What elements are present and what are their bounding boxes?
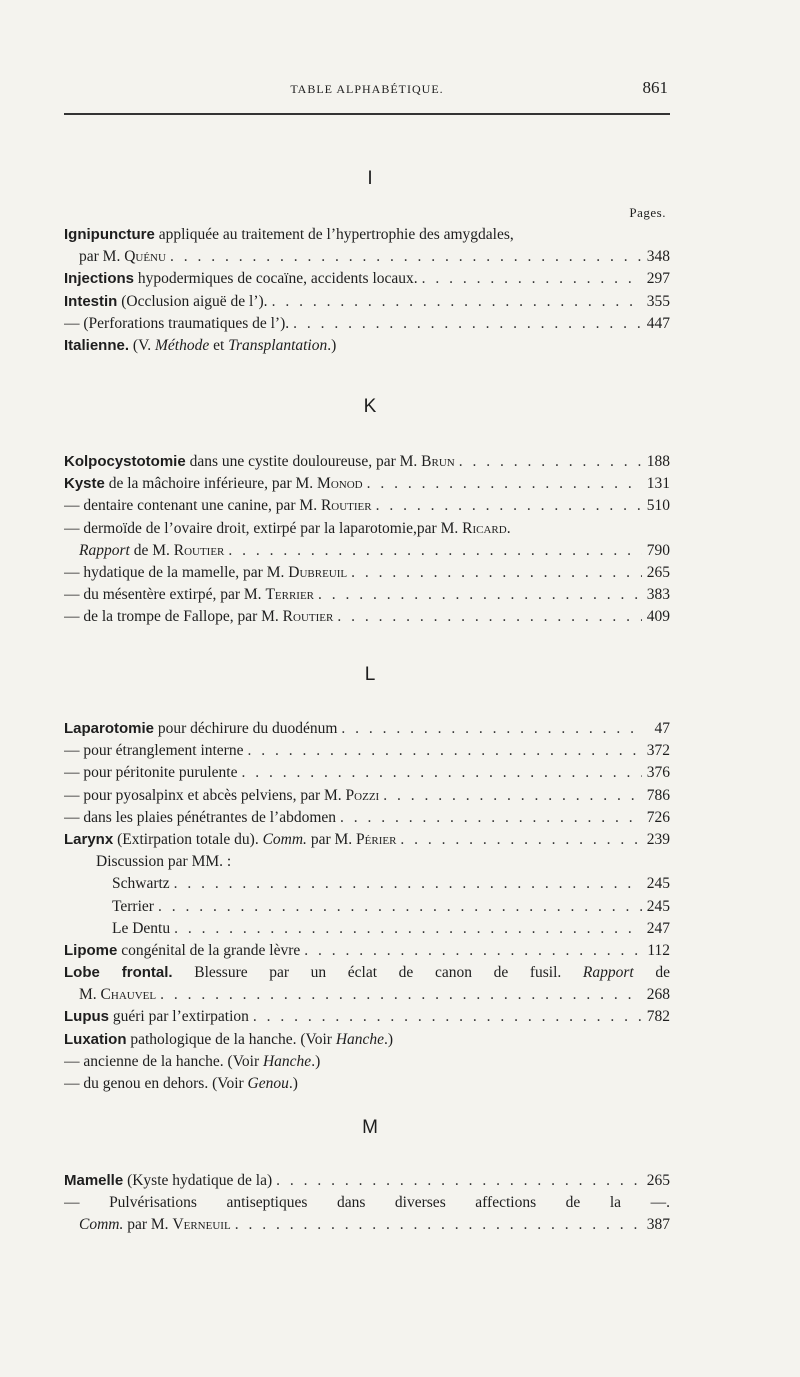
entry-headword: Kyste <box>64 475 105 493</box>
entry-italic: Comm. <box>262 830 307 848</box>
entry-headword: Laparotomie <box>64 720 155 737</box>
cross-reference: Hanche <box>262 1052 312 1070</box>
running-header <box>64 78 670 102</box>
index-entry <box>64 562 670 584</box>
page-ref: 790 <box>646 541 670 559</box>
entry-text: .) <box>384 1030 394 1048</box>
entry-headword: Injections <box>64 270 135 288</box>
leader-dots <box>341 718 642 740</box>
index-entry <box>64 1192 670 1214</box>
cross-reference: Hanche <box>335 1030 385 1048</box>
entry-text: Le Dentu <box>112 919 171 937</box>
index-entry <box>64 785 670 807</box>
entry-text: pathologique de la hanche. (Voir <box>126 1030 336 1048</box>
page-ref: 265 <box>646 1172 670 1189</box>
entry-headword: Lobe frontal. <box>64 964 173 982</box>
author-name: Brun <box>421 453 455 470</box>
entry-text: — Pulvérisations antiseptiques dans diverses affections de la —. <box>64 1194 670 1212</box>
entry-headword: Intestin <box>64 292 118 310</box>
page-ref: 247 <box>646 919 670 937</box>
entry-italic: Comm. <box>79 1216 124 1234</box>
entry-headword: Italienne. <box>64 336 130 354</box>
entry-text: guéri par l’extirpation <box>109 1008 249 1026</box>
leader-dots <box>422 268 642 290</box>
page-ref: 297 <box>646 270 670 288</box>
entry-headword: Lipome <box>64 941 118 959</box>
page-number: 861 <box>642 78 668 97</box>
section-l-entries <box>64 718 670 1095</box>
entry-text: Schwartz <box>112 875 170 893</box>
leader-dots <box>337 606 642 628</box>
leader-dots <box>383 785 642 807</box>
page-ref: 510 <box>646 497 670 515</box>
index-entry <box>64 313 670 335</box>
entry-text: par M. <box>79 248 125 266</box>
leader-dots <box>340 807 642 829</box>
leader-dots <box>400 829 642 851</box>
entry-headword: Luxation <box>64 1030 127 1048</box>
author-name: Dubreuil <box>288 563 348 581</box>
page-header-title: TABLE ALPHABÉTIQUE. <box>290 82 444 96</box>
author-name: Verneuil <box>172 1216 231 1234</box>
index-entry <box>64 1051 670 1073</box>
section-i-entries <box>64 224 670 357</box>
index-entry <box>64 224 670 246</box>
entry-text: congénital de la grande lèvre <box>117 941 301 959</box>
index-entry <box>64 1214 670 1236</box>
entry-text: — hydatique de la mamelle, par M. <box>64 563 289 581</box>
entry-text: — du mésentère extirpé, par M. <box>64 586 266 604</box>
leader-dots <box>247 740 642 762</box>
page-ref: 409 <box>646 608 670 626</box>
entry-text: — de la trompe de Fallope, par M. <box>64 608 283 626</box>
entry-headword: Lupus <box>64 1008 109 1026</box>
leader-dots <box>367 473 642 495</box>
author-name: Périer <box>356 830 397 848</box>
index-entry <box>64 473 670 495</box>
leader-dots <box>304 940 642 962</box>
entry-text: (Extirpation totale du). <box>113 830 263 848</box>
header-rule <box>64 113 670 115</box>
index-entry <box>64 718 670 740</box>
entry-text: hypodermiques de cocaïne, accidents locaux. <box>134 270 418 288</box>
index-entry <box>64 918 670 940</box>
index-entry <box>64 451 670 473</box>
index-entry <box>64 268 670 290</box>
leader-dots <box>272 291 642 313</box>
index-entry <box>64 873 670 895</box>
entry-italic: Rapport <box>79 541 130 559</box>
entry-text: .) <box>288 1075 298 1092</box>
leader-dots <box>228 540 642 562</box>
index-entry <box>64 540 670 562</box>
leader-dots <box>241 762 642 784</box>
entry-text: dans une cystite douloureuse, par M. <box>185 453 422 470</box>
leader-dots <box>174 918 642 940</box>
entry-text: Blessure par un éclat de canon de fusil. <box>172 964 583 982</box>
index-entry <box>64 896 670 918</box>
author-name: Chauvel <box>100 986 157 1004</box>
index-entry <box>64 1073 670 1095</box>
entry-text: (V. <box>129 336 156 354</box>
page-ref: 268 <box>646 986 670 1004</box>
page-ref: 372 <box>646 742 670 760</box>
author-name: Pozzi <box>345 786 380 804</box>
page-ref: 355 <box>646 292 670 310</box>
entry-text: — (Perforations traumatiques de l’). <box>64 314 290 332</box>
entry-text: .) <box>311 1052 321 1070</box>
entry-text: de M. <box>129 541 174 559</box>
leader-dots <box>318 584 642 606</box>
page-ref: 376 <box>646 764 670 782</box>
page-ref: 245 <box>646 875 670 893</box>
author-name: Ricard <box>462 519 507 537</box>
entry-text: — du genou en dehors. (Voir <box>64 1075 248 1092</box>
cross-reference: Méthode <box>155 336 210 354</box>
section-letter-i: I <box>367 168 373 189</box>
entry-text: de la mâchoire inférieure, par M. <box>104 475 318 493</box>
entry-text: — dans les plaies pénétrantes de l’abdomen <box>64 808 337 826</box>
page-ref: 726 <box>646 808 670 826</box>
index-entry <box>64 518 670 540</box>
entry-text: appliquée au traitement de l’hypertrophie des amygdales, <box>154 226 514 243</box>
page-ref: 782 <box>646 1008 670 1026</box>
entry-text: .) <box>327 336 337 354</box>
index-entry <box>64 291 670 313</box>
entry-headword: Larynx <box>64 830 114 848</box>
leader-dots <box>459 451 642 473</box>
entry-text: — pour étranglement interne <box>64 742 244 760</box>
entry-headword: Kolpocystotomie <box>64 453 186 470</box>
author-name: Routier <box>173 541 225 559</box>
index-entry <box>64 807 670 829</box>
entry-text: (Occlusion aiguë de l’). <box>117 292 268 310</box>
leader-dots <box>253 1006 642 1028</box>
index-entry <box>64 584 670 606</box>
page-ref: 239 <box>646 830 670 848</box>
page-ref: 786 <box>646 786 670 804</box>
index-entry <box>64 1170 670 1192</box>
page-ref: 112 <box>647 941 670 959</box>
leader-dots <box>376 495 642 517</box>
index-entry <box>64 740 670 762</box>
leader-dots <box>160 984 642 1006</box>
entry-text: Discussion par MM. : <box>96 853 232 871</box>
cross-reference: Transplantation <box>228 336 328 354</box>
author-name: Quénu <box>124 248 166 266</box>
page-ref: 131 <box>646 475 670 493</box>
leader-dots <box>293 313 642 335</box>
leader-dots <box>235 1214 642 1236</box>
entry-text: par M. <box>306 830 357 848</box>
leader-dots <box>351 562 642 584</box>
section-letter-k: K <box>363 396 377 417</box>
index-entry <box>64 1006 670 1028</box>
entry-text: M. <box>79 986 101 1004</box>
author-name: Terrier <box>265 586 315 604</box>
cross-reference: Genou <box>247 1075 289 1092</box>
leader-dots <box>158 896 642 918</box>
entry-text: . <box>506 519 511 537</box>
pages-column-label: Pages. <box>629 205 666 220</box>
index-entry <box>64 1029 670 1051</box>
entry-text: pour déchirure du duodénum <box>154 720 338 737</box>
entry-text: et <box>209 336 229 354</box>
page-ref: 47 <box>654 720 670 737</box>
leader-dots <box>174 873 642 895</box>
index-entry <box>64 962 670 984</box>
entry-text: — pour pyosalpinx et abcès pelviens, par M. <box>64 786 346 804</box>
entry-text: (Kyste hydatique de la) <box>123 1172 273 1189</box>
index-entry <box>64 829 670 851</box>
entry-italic: Rapport <box>582 964 634 982</box>
author-name: Monod <box>317 475 363 493</box>
page-ref: 245 <box>646 897 670 915</box>
entry-headword: Mamelle <box>64 1172 124 1189</box>
index-entry <box>64 851 670 873</box>
index-entry <box>64 940 670 962</box>
author-name: Routier <box>282 608 334 626</box>
page-ref: 348 <box>646 248 670 266</box>
page-ref: 447 <box>646 314 670 332</box>
index-entry <box>64 606 670 628</box>
index-entry <box>64 984 670 1006</box>
entry-headword: Ignipuncture <box>64 226 155 243</box>
entry-text: par M. <box>123 1216 173 1234</box>
section-letter-m: M <box>362 1117 378 1138</box>
page-ref: 265 <box>646 563 670 581</box>
entry-text: — dermoïde de l’ovaire droit, extirpé par la laparotomie,par M. <box>64 519 463 537</box>
entry-text: — pour péritonite purulente <box>64 764 238 782</box>
leader-dots <box>170 246 642 268</box>
entry-text: — ancienne de la hanche. (Voir <box>64 1052 263 1070</box>
page-ref: 383 <box>646 586 670 604</box>
index-entry <box>64 495 670 517</box>
entry-text: — dentaire contenant une canine, par M. <box>64 497 321 515</box>
section-k-entries <box>64 451 670 629</box>
section-m-entries <box>64 1170 670 1237</box>
index-entry <box>64 762 670 784</box>
section-letter-l: L <box>364 664 376 685</box>
index-entry <box>64 335 670 357</box>
author-name: Routier <box>320 497 372 515</box>
entry-text: Terrier <box>112 897 154 915</box>
index-entry <box>64 246 670 268</box>
leader-dots <box>276 1170 642 1192</box>
page-ref: 188 <box>646 453 670 470</box>
entry-text: de <box>633 964 670 982</box>
page-ref: 387 <box>646 1216 670 1234</box>
